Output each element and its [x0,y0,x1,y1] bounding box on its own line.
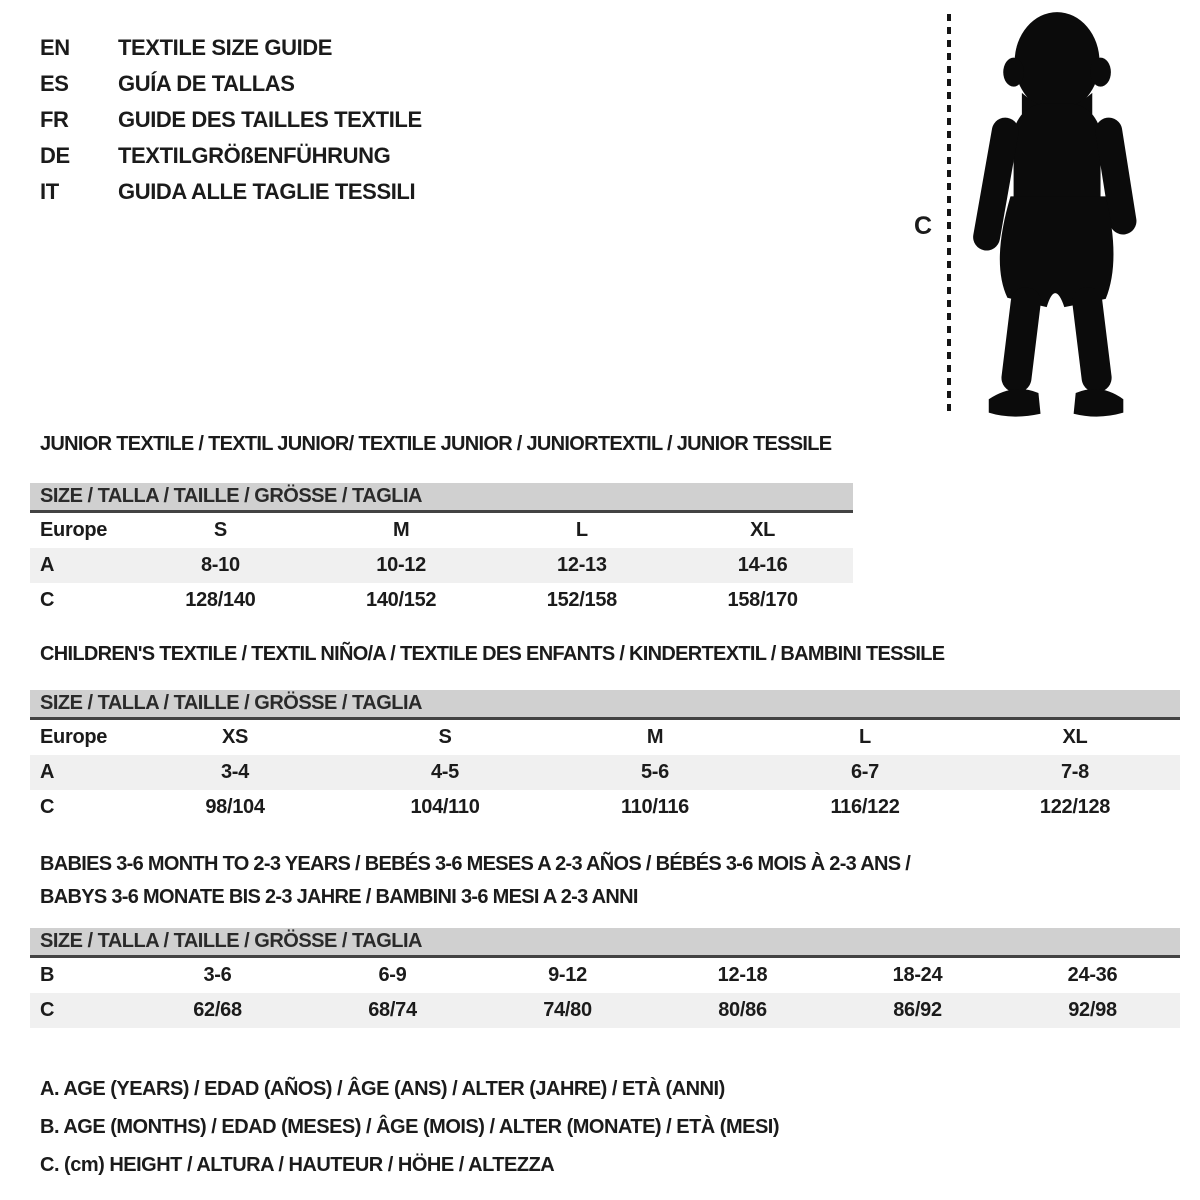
table-row [30,583,853,618]
table-cell: XL [1062,726,1088,748]
section-heading-line: JUNIOR TEXTILE / TEXTIL JUNIOR/ TEXTILE JUNIOR / JUNIORTEXTIL / JUNIOR TESSILE [40,433,832,455]
language-code: DE [40,143,70,168]
row-label: C [40,589,55,611]
row-label: C [40,999,55,1021]
row-label: C [40,796,55,818]
language-code: IT [40,179,59,204]
table-cell: 98/104 [205,796,265,818]
table-cell: 14-16 [737,554,788,576]
table-cell: S [213,519,227,541]
table-cell: 152/158 [546,589,617,611]
section-heading-line: BABIES 3-6 MONTH TO 2-3 YEARS / BEBÉS 3-6 MESES A 2-3 AÑOS / BÉBÉS 3-6 MOIS À 2-3 ANS / [40,853,911,875]
table-row [30,993,1180,1028]
row-label: Europe [40,726,108,748]
table-row [30,513,853,548]
language-row [40,102,422,138]
section-heading-line: CHILDREN'S TEXTILE / TEXTIL NIÑO/A / TEXTILE DES ENFANTS / KINDERTEXTIL / BAMBINI TESSILE [40,643,945,665]
baby-silhouette-icon [960,8,1150,422]
language-title: TEXTILGRÖßENFÜHRUNG [118,143,391,168]
row-label: A [40,554,55,576]
table-cell: S [438,726,452,748]
row-label: Europe [40,519,108,541]
table-cell: 80/86 [718,999,767,1021]
language-row [40,30,422,66]
legend [40,1070,779,1184]
section-babies-textile [30,848,1180,1028]
legend-line: C. (cm) HEIGHT / ALTURA / HAUTEUR / HÖHE / ALTEZZA [40,1153,555,1176]
language-row [40,174,422,210]
table-cell: L [859,726,871,748]
size-table-header: SIZE / TALLA / TAILLE / GRÖSSE / TAGLIA [30,690,1180,720]
table-row [30,958,1180,993]
table-cell: 158/170 [727,589,798,611]
language-code: FR [40,107,69,132]
size-table-rows [30,513,853,618]
table-cell: M [646,726,664,748]
table-cell: 92/98 [1068,999,1117,1021]
table-cell: 10-12 [376,554,426,576]
table-cell: 3-4 [220,761,249,783]
table-row [30,790,1180,825]
table-cell: 7-8 [1060,761,1089,783]
table-row [30,720,1180,755]
size-table-header: SIZE / TALLA / TAILLE / GRÖSSE / TAGLIA [30,928,1180,958]
language-code: EN [40,35,70,60]
table-cell: 74/80 [543,999,592,1021]
size-table [30,483,853,618]
table-cell: 116/122 [830,796,900,818]
row-label: A [40,761,55,783]
table-cell: 6-7 [850,761,879,783]
language-row [40,138,422,174]
table-cell: 86/92 [893,999,942,1021]
table-cell: 5-6 [640,761,669,783]
size-table-header: SIZE / TALLA / TAILLE / GRÖSSE / TAGLIA [30,483,853,513]
table-cell: XL [750,519,776,541]
size-table-rows [30,958,1180,1028]
table-cell: 12-13 [557,554,607,576]
language-code: ES [40,71,69,96]
table-cell: 128/140 [185,589,256,611]
language-title: TEXTILE SIZE GUIDE [118,35,333,60]
language-row [40,66,422,102]
table-cell: 8-10 [200,554,240,576]
section-childrens-textile [30,642,1180,825]
table-row [30,548,853,583]
language-list [40,30,422,210]
table-cell: 62/68 [193,999,242,1021]
table-cell: 68/74 [368,999,417,1021]
size-table [30,690,1180,825]
height-measure-label: C [914,212,933,240]
table-cell: L [575,519,588,541]
size-table-rows [30,720,1180,825]
table-cell: 18-24 [892,964,943,986]
section-heading [30,642,1180,666]
section-heading [30,848,1180,914]
table-cell: 122/128 [1039,796,1111,818]
table-cell: 140/152 [366,589,437,611]
table-cell: 110/116 [621,796,689,818]
height-dashed-line [947,14,951,416]
table-cell: 24-36 [1067,964,1118,986]
language-title: GUIDE DES TAILLES TEXTILE [118,107,422,132]
row-label: B [40,964,55,986]
legend-line: B. AGE (MONTHS) / EDAD (MESES) / ÂGE (MOIS) / ALTER (MONATE) / ETÀ (MESI) [40,1115,780,1138]
section-junior-textile [30,432,853,618]
section-heading [30,432,853,456]
size-table [30,928,1180,1028]
table-cell: M [392,519,410,541]
table-cell: 12-18 [717,964,768,986]
language-title: GUÍA DE TALLAS [118,71,295,96]
table-row [30,755,1180,790]
section-heading-line: BABYS 3-6 MONATE BIS 2-3 JAHRE / BAMBINI 3-6 MESI A 2-3 ANNI [40,886,638,908]
table-cell: 104/110 [410,796,480,818]
table-cell: 3-6 [203,964,232,986]
language-title: GUIDA ALLE TAGLIE TESSILI [118,179,416,204]
legend-line: A. AGE (YEARS) / EDAD (AÑOS) / ÂGE (ANS) / ALTER (JAHRE) / ETÀ (ANNI) [40,1077,725,1100]
table-cell: XS [221,726,249,748]
table-cell: 9-12 [548,964,587,986]
table-cell: 4-5 [430,761,459,783]
table-cell: 6-9 [378,964,407,986]
